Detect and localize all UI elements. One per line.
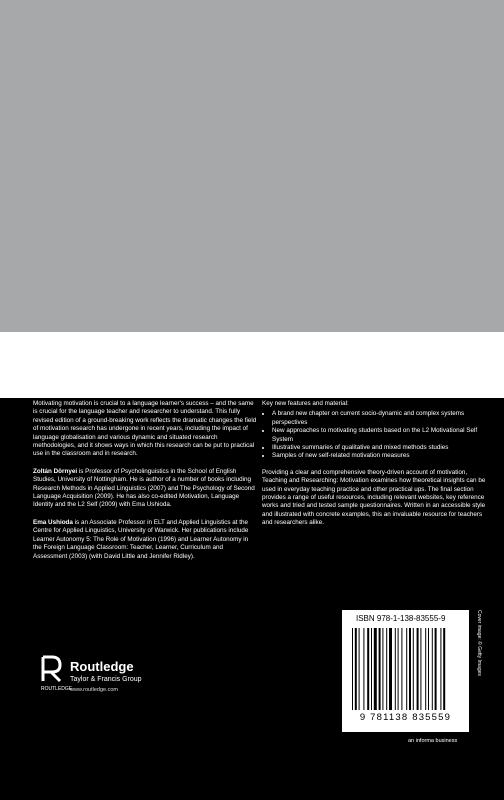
features-list bbox=[262, 410, 490, 460]
blurb-right-column bbox=[262, 400, 490, 537]
isbn-label: ISBN 978-1-138-83555-9 bbox=[356, 614, 446, 623]
author1-text: is Professor of Psycholinguistics in the School of English Studies, University of Nottingham. He is author of a number of books including Research Methods in Applied Linguistics (2007) and The Psychology of Second Language Acquisition (2009). He has also co-edited Motivation, Language Identity and the L2 Self (2009) with Ema Ushioda. bbox=[33, 467, 255, 509]
publisher-group: Taylor & Francis Group bbox=[70, 676, 142, 683]
routledge-logo bbox=[40, 654, 190, 704]
blurb-left-column bbox=[33, 400, 258, 570]
barcode-icon bbox=[352, 628, 459, 710]
feature-item: • A brand new chapter on current socio-dynamic and complex systems perspectives bbox=[272, 410, 490, 427]
author2-name: Ema Ushioda bbox=[33, 518, 73, 526]
barcode-number: 9 781138 835559 bbox=[359, 712, 452, 723]
barcode-box bbox=[342, 610, 469, 732]
cover-credit: Cover image: © Getty Images bbox=[476, 610, 482, 676]
feature-item: • New approaches to motivating students based on the L2 Motivational Self System bbox=[272, 427, 490, 444]
intro-paragraph: Motivating motivation is crucial to a language learner's success – and the same is crucial for the language teacher and researcher to understand. This fully revised edition of a ground-breaking work reflects the dramatic changes the field of motivation research has undergone in recent years, including the impact of language globalisation and various dynamic and situated research methodologies, and it shows ways in which this research can be put to practical use in the classroom and in research. bbox=[33, 400, 257, 458]
white-band bbox=[0, 332, 504, 398]
author1-bio bbox=[33, 468, 258, 510]
author2-text: is an Associate Professor in ELT and Applied Linguistics at the Centre for Applied Linguistics, University of Warwick. Her publications include Learner Autonomy 5: The Role of Motivation (1996) and Learner Autonomy in the Foreign Language Classroom: Teacher, Learner, Curriculum and Assessment (2003) (with David Little and Jennifer Ridley). bbox=[33, 518, 249, 560]
publisher-website: www.routledge.com bbox=[70, 687, 118, 693]
author1-name: Zoltán Dörnyei bbox=[33, 467, 78, 475]
routledge-r-icon bbox=[40, 654, 73, 692]
feature-item: • Samples of new self-related motivation measures bbox=[272, 452, 490, 460]
publisher-name: Routledge bbox=[70, 659, 134, 674]
informa-tagline: an informa business bbox=[408, 738, 458, 744]
feature-item: • Illustrative summaries of qualitative and mixed methods studies bbox=[272, 444, 490, 452]
closing-paragraph: Providing a clear and comprehensive theory-driven account of motivation, Teaching and Researching: Motivation examines how theoretical insights can be used in everyday teaching practice and other practical ups. The final section provides a range of useful resources, including relevant websites, key reference works and tried and tested sample questionnaires. Written in an accessible style and illustrated with concrete examples, this an invaluable resource for teachers and researchers alike. bbox=[262, 468, 486, 527]
features-heading: Key new features and material: bbox=[262, 400, 349, 407]
cover-image-panel bbox=[0, 0, 504, 332]
author2-bio bbox=[33, 519, 258, 561]
svg-text:ROUTLEDGE: ROUTLEDGE bbox=[41, 686, 73, 692]
